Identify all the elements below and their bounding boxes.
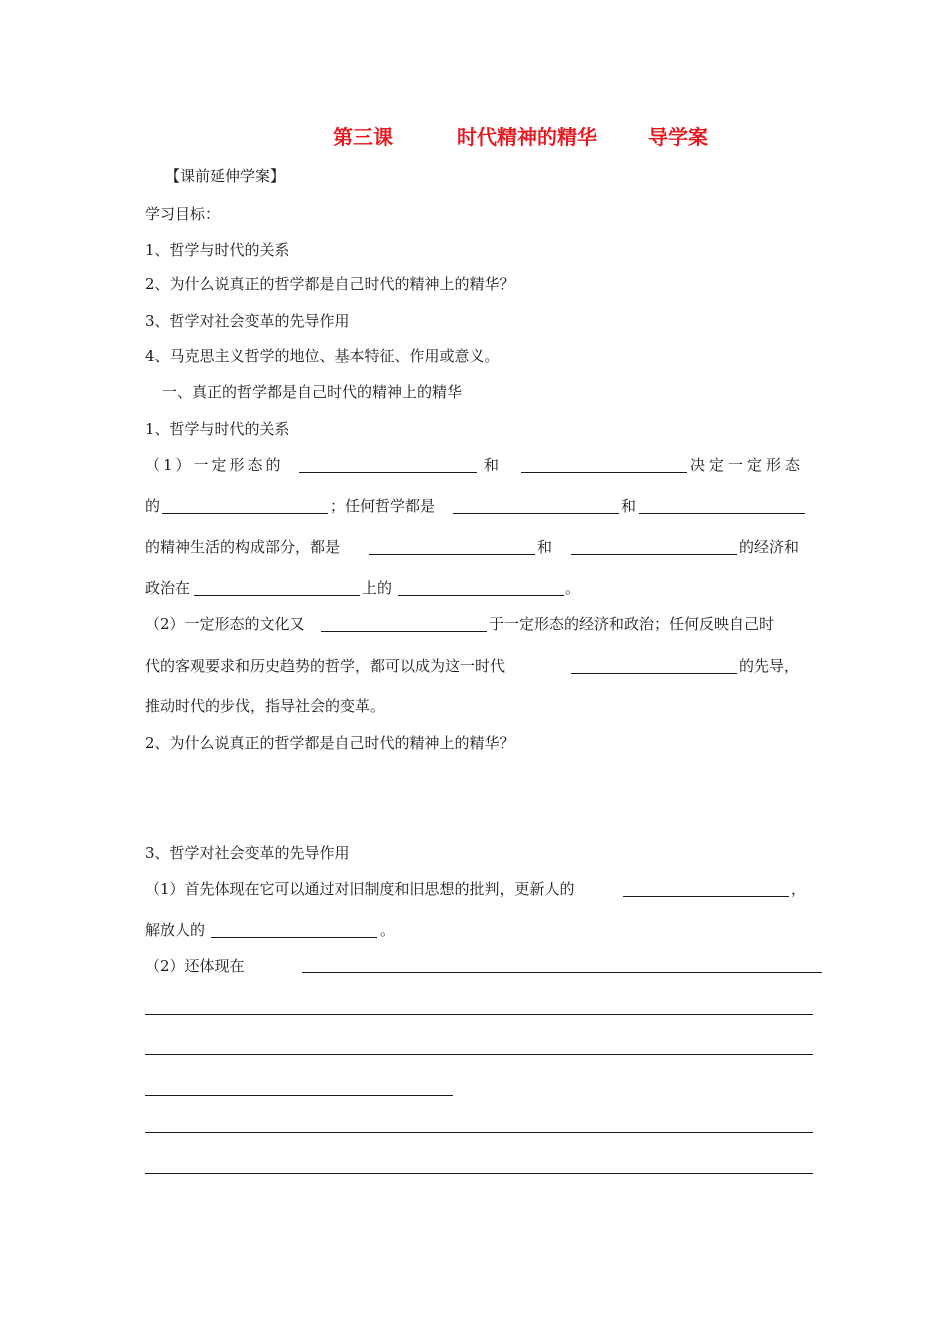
q1-heading: 1、哲学与时代的关系 (145, 420, 290, 438)
objective-item: 4、马克思主义哲学的地位、基本特征、作用或意义。 (145, 347, 500, 365)
q1-1-text: 和 (484, 456, 500, 474)
answer-line[interactable] (145, 1095, 453, 1096)
fill-blank[interactable] (453, 513, 619, 514)
q1-1-text: 和 (537, 538, 553, 556)
objective-item: 1、哲学与时代的关系 (145, 241, 290, 259)
q3-2-text: （2）还体现在 (145, 957, 245, 975)
fill-blank[interactable] (321, 631, 487, 632)
objective-item: 2、为什么说真正的哲学都是自己时代的精神上的精华？ (145, 275, 515, 293)
q1-1-text: 和 (621, 497, 637, 515)
q1-1-text: 的 (145, 497, 161, 515)
answer-line[interactable] (302, 972, 822, 973)
fill-blank[interactable] (521, 472, 687, 473)
fill-blank[interactable] (639, 513, 805, 514)
q1-2-text: 于一定形态的经济和政治；任何反映自己时 (489, 615, 775, 633)
fill-blank[interactable] (194, 595, 360, 596)
fill-blank[interactable] (211, 937, 377, 938)
title-lesson: 第三课 (333, 125, 393, 149)
q1-2-text: 代的客观要求和历史趋势的哲学，都可以成为这一时代 (145, 657, 506, 675)
part1-heading: 一、真正的哲学都是自己时代的精神上的精华 (162, 383, 463, 401)
q1-1-text: ；任何哲学都是 (330, 497, 436, 515)
fill-blank[interactable] (398, 595, 564, 596)
answer-line[interactable] (145, 1132, 813, 1133)
q3-1-text: （1）首先体现在它可以通过对旧制度和旧思想的批判，更新人的 (145, 880, 575, 898)
q2-heading: 2、为什么说真正的哲学都是自己时代的精神上的精华？ (145, 734, 515, 752)
title-suffix: 导学案 (648, 125, 708, 149)
fill-blank[interactable] (623, 896, 789, 897)
answer-line[interactable] (145, 1054, 813, 1055)
fill-blank[interactable] (162, 513, 328, 514)
q1-2-text: 推动时代的步伐，指导社会的变革。 (145, 697, 386, 715)
q1-2-text: （2）一定形态的文化又 (145, 615, 305, 633)
answer-line[interactable] (145, 1173, 813, 1174)
q1-1-text: 政治在 (145, 579, 191, 597)
fill-blank[interactable] (571, 554, 737, 555)
objective-item: 3、哲学对社会变革的先导作用 (145, 312, 350, 330)
document-title (0, 123, 950, 151)
q3-heading: 3、哲学对社会变革的先导作用 (145, 844, 350, 862)
q1-1-text: （1）一定形态的 (145, 456, 284, 474)
q1-1-text: 决定一定形态 (690, 456, 805, 474)
section-header: 【课前延伸学案】 (165, 167, 286, 185)
q3-1-text: ， (791, 880, 807, 898)
objectives-heading: 学习目标： (145, 205, 221, 223)
q3-1-text: 解放人的 (145, 921, 206, 939)
q1-1-text: 的经济和 (739, 538, 800, 556)
q1-2-text: 的先导， (739, 657, 800, 675)
q3-1-text: 。 (380, 921, 396, 939)
fill-blank[interactable] (299, 472, 477, 473)
q1-1-text: 上的 (362, 579, 393, 597)
q1-1-text: 。 (565, 579, 581, 597)
title-topic: 时代精神的精华 (457, 125, 597, 149)
fill-blank[interactable] (369, 554, 535, 555)
answer-line[interactable] (145, 1014, 813, 1015)
q1-1-text: 的精神生活的构成部分，都是 (145, 538, 341, 556)
fill-blank[interactable] (571, 673, 737, 674)
